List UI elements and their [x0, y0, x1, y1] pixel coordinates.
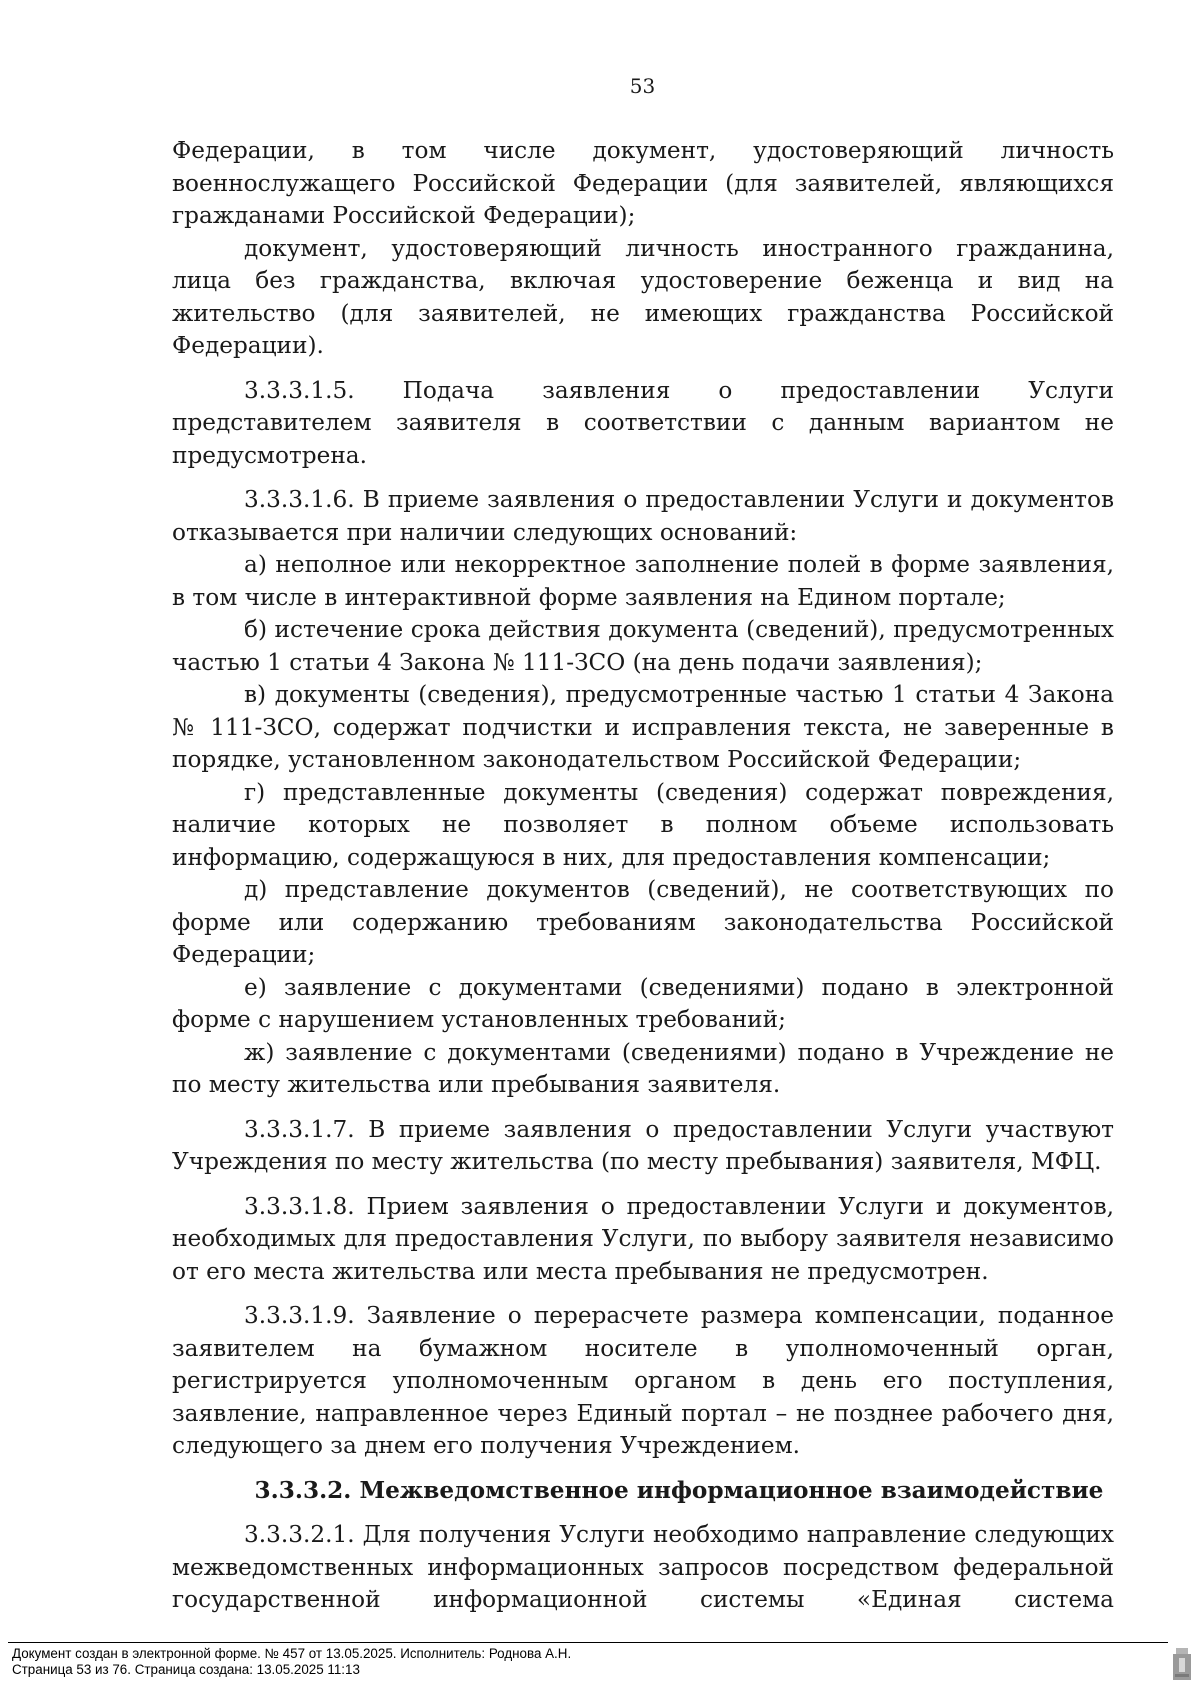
footer-divider: [8, 1642, 1168, 1643]
list-item: б) истечение срока действия документа (сведений), предусмотренных частью 1 статьи 4 Закона № 111-ЗСО (на день подачи заявления);: [172, 616, 1114, 676]
paragraph: документ, удостоверяющий личность иностранного гражданина, лица без гражданства, включая удостоверение беженца и вид на жительство (для заявителей, не имеющих гражданства Российской Федерации).: [172, 234, 1114, 359]
document-body: [172, 135, 1114, 1617]
paragraph: 3.3.3.1.6. В приеме заявления о предоставлении Услуги и документов отказывается при наличии следующих оснований:: [172, 486, 1114, 546]
paragraph: 3.3.3.2.1. Для получения Услуги необходимо направление следующих межведомственных информационных запросов посредством федеральной государственной информационной системы «Единая система: [172, 1521, 1114, 1613]
section-heading: 3.3.3.2. Межведомственное информационное взаимодействие: [254, 1476, 1104, 1504]
paragraph: 3.3.3.1.7. В приеме заявления о предоставлении Услуги участвуют Учреждения по месту жительства (по месту пребывания) заявителя, МФЦ.: [172, 1115, 1114, 1175]
coat-of-arms-icon: [1170, 1646, 1194, 1682]
list-item: г) представленные документы (сведения) содержат повреждения, наличие которых не позволяет в полном объеме использовать информацию, содержащуюся в них, для предоставления компенсации;: [172, 778, 1114, 871]
list-item: а) неполное или некорректное заполнение полей в форме заявления, в том числе в интерактивной форме заявления на Едином портале;: [172, 551, 1114, 611]
list-item: е) заявление с документами (сведениями) подано в электронной форме с нарушением установленных требований;: [172, 973, 1114, 1033]
paragraph: 3.3.3.1.5. Подача заявления о предоставлении Услуги представителем заявителя в соответствии с данным вариантом не предусмотрена.: [172, 376, 1114, 469]
list-item: в) документы (сведения), предусмотренные частью 1 статьи 4 Закона № 111-ЗСО, содержат подчистки и исправления текста, не заверенные в порядке, установленном законодательством Российской Федерации;: [172, 681, 1114, 773]
footer-line-page-info: Страница 53 из 76. Страница создана: 13.05.2025 11:13: [12, 1662, 360, 1677]
page-number: 53: [629, 74, 656, 98]
paragraph: Федерации, в том числе документ, удостоверяющий личность военнослужащего Российской Федерации (для заявителей, являющихся гражданами Российской Федерации);: [172, 137, 1114, 229]
footer-line-document-info: Документ создан в электронной форме. № 457 от 13.05.2025. Исполнитель: Роднова А.Н.: [12, 1646, 572, 1661]
document-footer: [12, 1646, 571, 1678]
list-item: ж) заявление с документами (сведениями) подано в Учреждение не по месту жительства или пребывания заявителя.: [172, 1038, 1114, 1098]
list-item: д) представление документов (сведений), не соответствующих по форме или содержанию требованиям законодательства Российской Федерации;: [172, 876, 1114, 968]
paragraph: 3.3.3.1.8. Прием заявления о предоставлении Услуги и документов, необходимых для предоставления Услуги, по выбору заявителя независимо от его места жительства или места пребывания не предусмотрен.: [172, 1192, 1114, 1285]
paragraph: 3.3.3.1.9. Заявление о перерасчете размера компенсации, поданное заявителем на бумажном носителе в уполномоченный орган, регистрируется уполномоченным органом в день его поступления, заявление, направленное через Единый портал – не позднее рабочего дня, следующего за днем его получения Учреждением.: [172, 1302, 1114, 1459]
